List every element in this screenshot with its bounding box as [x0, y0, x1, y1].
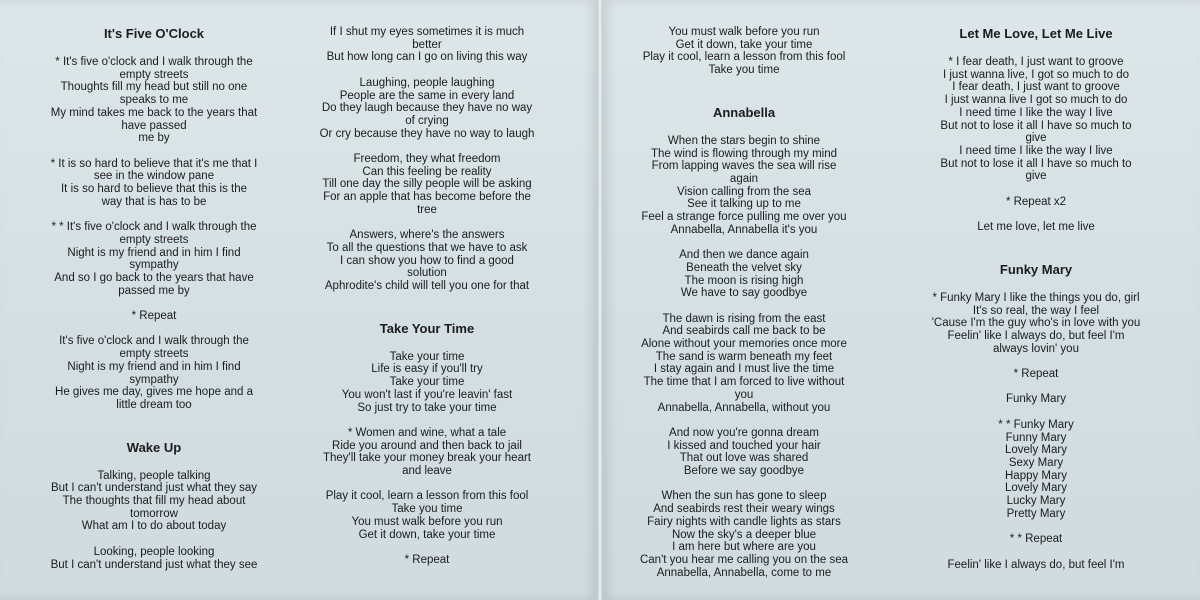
song-block — [620, 77, 868, 580]
lyric-stanza — [30, 158, 278, 209]
lyric-line: * * Repeat — [1009, 533, 1063, 546]
lyric-line: Life is easy if you'll try — [371, 363, 483, 376]
lyric-line: Feelin' like I always do, but feel I'm — [947, 558, 1125, 571]
lyric-line: little dream too — [116, 398, 192, 411]
lyric-stanza — [30, 56, 278, 145]
lyric-line: Fairy nights with candle lights as stars — [647, 515, 841, 528]
song-block — [620, 26, 868, 77]
lyric-line: see in the window pane — [93, 170, 215, 183]
lyric-line: Lovely Mary — [1005, 444, 1067, 457]
lyric-line: Happy Mary — [1005, 469, 1067, 482]
song-title: Let Me Love, Let Me Live — [959, 26, 1113, 41]
lyric-line: tomorrow — [130, 507, 178, 520]
lyric-line: If I shut my eyes sometimes it is much — [329, 26, 525, 38]
lyric-stanza — [620, 490, 868, 579]
lyric-line: Night is my friend and in him I find — [67, 360, 241, 373]
lyric-line: * Repeat x2 — [1005, 195, 1067, 208]
lyric-line: I just wanna live I got so much to do — [944, 94, 1128, 107]
lyric-line: The time that I am forced to live without — [643, 376, 845, 389]
lyric-line: empty streets — [119, 68, 189, 81]
lyric-line: better — [412, 38, 442, 51]
lyric-line: Get it down, take your time — [675, 38, 813, 51]
lyric-line: Pretty Mary — [1006, 507, 1066, 520]
lyric-line: I need time I like the way I live — [959, 106, 1113, 119]
lyric-line: That out love was shared — [679, 452, 809, 465]
lyric-line: 'Cause I'm the guy who's in love with you — [931, 317, 1141, 330]
lyric-line: People are the same in every land — [339, 89, 515, 102]
lyric-stanza — [912, 56, 1160, 183]
lyric-line: My mind takes me back to the years that — [50, 106, 258, 119]
lyric-line: Lucky Mary — [1006, 495, 1066, 508]
lyric-line: Take you time — [391, 503, 463, 516]
lyric-stanza — [620, 249, 868, 300]
lyric-stanza — [912, 368, 1160, 381]
song-block — [303, 26, 551, 293]
lyric-line: The dawn is rising from the east — [662, 312, 826, 325]
lyric-line: The thoughts that fill my head about — [62, 495, 246, 508]
lyric-stanza — [303, 153, 551, 217]
lyric-line: And then we dance again — [679, 249, 809, 262]
lyric-line: We have to say goodbye — [680, 287, 808, 300]
lyric-line: But I can't understand just what they see — [50, 558, 258, 571]
lyric-stanza — [303, 427, 551, 478]
lyric-line: give — [1025, 170, 1047, 183]
lyric-stanza — [620, 135, 868, 237]
lyric-line: Can this feeling be reality — [362, 165, 492, 178]
lyric-line: of crying — [405, 114, 449, 127]
lyric-line: Take your time — [389, 376, 465, 389]
lyric-line: * It's five o'clock and I walk through the — [55, 56, 253, 68]
lyric-line: Alone without your memories once more — [641, 338, 847, 351]
lyric-line: * Repeat — [1013, 368, 1059, 381]
lyric-line: Funny Mary — [1005, 431, 1067, 444]
lyric-line: And now you're gonna dream — [669, 426, 819, 439]
lyric-stanza — [30, 546, 278, 571]
lyric-line: Annabella, Annabella, come to me — [656, 566, 832, 579]
lyric-line: Looking, people looking — [93, 545, 215, 558]
lyric-line: So just try to take your time — [357, 401, 497, 414]
lyric-line: empty streets — [119, 233, 189, 246]
lyric-line: It is so hard to believe that this is the — [60, 183, 248, 196]
song-title: Take Your Time — [379, 320, 475, 336]
lyric-stanza — [912, 419, 1160, 521]
lyric-line: Funky Mary — [1005, 393, 1067, 406]
lyric-line: Play it cool, learn a lesson from this fool — [325, 490, 529, 503]
lyric-line: Annabella, Annabella it's you — [670, 223, 818, 236]
lyric-stanza — [912, 393, 1160, 406]
lyric-line: It's five o'clock and I walk through the — [59, 335, 249, 348]
lyric-line: Or cry because they have no way to laugh — [319, 127, 535, 140]
lyric-line: * Repeat — [131, 310, 177, 323]
lyric-line: Talking, people talking — [97, 469, 211, 482]
lyric-line: I need time I like the way I live — [959, 144, 1113, 157]
lyric-stanza — [303, 26, 551, 64]
lyric-line: Feel a strange force pulling me over you — [641, 211, 847, 224]
lyric-line: You won't last if you're leavin' fast — [341, 388, 513, 401]
lyric-stanza — [912, 559, 1160, 572]
lyric-line: I can show you how to find a good — [340, 254, 514, 267]
lyric-stanza — [303, 554, 551, 567]
lyric-line: give — [1025, 132, 1047, 145]
lyric-line: Annabella, Annabella, without you — [657, 401, 831, 414]
lyric-line: They'll take your money break your heart — [322, 452, 532, 465]
lyric-line: Sexy Mary — [1008, 456, 1064, 469]
lyric-stanza — [620, 313, 868, 415]
lyric-stanza — [912, 292, 1160, 356]
lyric-line: When the stars begin to shine — [667, 134, 821, 147]
lyric-line: sympathy — [129, 259, 179, 272]
lyrics-column-4 — [912, 0, 1160, 600]
lyric-line: Now the sky's a deeper blue — [671, 528, 817, 541]
song-title: Funky Mary — [999, 261, 1073, 277]
lyric-stanza — [620, 427, 868, 478]
lyric-line: You must walk before you run — [668, 26, 820, 38]
lyric-line: I stay again and I must live the time — [653, 363, 835, 376]
lyric-line: Answers, where's the answers — [349, 229, 505, 242]
lyric-line: Take you time — [708, 64, 780, 77]
lyric-line: But how long can I go on living this way — [326, 51, 528, 64]
lyric-line: Lovely Mary — [1005, 482, 1067, 495]
lyric-line: Play it cool, learn a lesson from this fool — [642, 51, 846, 64]
lyric-line: It's so real, the way I feel — [972, 304, 1100, 317]
song-block — [30, 412, 278, 572]
lyric-stanza — [303, 490, 551, 541]
lyric-line: * I fear death, I just want to groove — [948, 56, 1124, 68]
lyric-stanza — [30, 335, 278, 411]
lyric-line: way that is has to be — [101, 195, 207, 208]
lyric-line: speaks to me — [119, 94, 189, 107]
lyrics-column-2 — [303, 0, 551, 600]
lyric-line: I am here but where are you — [672, 541, 816, 554]
lyric-line: Feelin' like I always do, but feel I'm — [947, 329, 1125, 342]
lyric-line: * It is so hard to believe that it's me that I — [50, 157, 258, 170]
lyric-line: Get it down, take your time — [358, 528, 496, 541]
lyric-line: What am I to do about today — [81, 520, 227, 533]
lyric-line: always lovin' you — [993, 342, 1079, 355]
lyric-line: * Repeat — [404, 553, 450, 566]
lyric-line: Do they laugh because they have no way — [321, 102, 533, 115]
lyric-line: Beneath the velvet sky — [686, 261, 802, 274]
lyric-line: Till one day the silly people will be asking — [322, 178, 532, 191]
lyric-line: you — [734, 388, 754, 401]
lyric-line: Ride you around and then back to jail — [332, 439, 522, 452]
song-title: It's Five O'Clock — [103, 26, 205, 41]
lyric-line: solution — [407, 267, 447, 280]
lyric-line: again — [729, 172, 759, 185]
lyric-line: And seabirds rest their weary wings — [653, 503, 835, 516]
lyric-line: empty streets — [119, 348, 189, 361]
lyric-stanza — [620, 26, 868, 77]
lyric-stanza — [912, 196, 1160, 209]
lyric-line: Aphrodite's child will tell you one for that — [324, 280, 530, 293]
lyric-line: and leave — [402, 465, 452, 478]
lyric-line: Vision calling from the sea — [676, 185, 812, 198]
lyric-line: See it talking up to me — [687, 198, 801, 211]
lyric-line: Freedom, they what freedom — [353, 153, 501, 165]
lyric-line: Before we say goodbye — [683, 465, 805, 478]
song-block — [912, 234, 1160, 571]
lyric-stanza — [303, 77, 551, 141]
lyric-line: Take your time — [389, 350, 465, 363]
lyric-line: I just wanna live, I got so much to do — [942, 68, 1130, 81]
song-block — [912, 26, 1160, 234]
lyric-stanza — [30, 310, 278, 323]
lyric-line: And so I go back to the years that have — [54, 271, 254, 284]
lyric-line: The wind is flowing through my mind — [651, 147, 837, 160]
lyric-line: But not to lose it all I have so much to — [940, 119, 1132, 132]
lyric-line: From lapping waves the sea will rise — [651, 160, 837, 173]
lyric-line: have passed — [121, 119, 187, 132]
lyric-line: Thoughts fill my head but still no one — [60, 81, 248, 94]
lyric-line: Can't you hear me calling you on the sea — [639, 553, 849, 566]
lyrics-column-1 — [30, 0, 278, 600]
lyric-line: I fear death, I just want to groove — [952, 81, 1120, 94]
lyric-line: Laughing, people laughing — [359, 76, 495, 89]
lyric-line: * * It's five o'clock and I walk through the — [51, 221, 257, 234]
lyric-line: Let me love, let me live — [977, 221, 1095, 234]
lyric-stanza — [912, 221, 1160, 234]
lyric-line: You must walk before you run — [351, 515, 503, 528]
lyric-line: The moon is rising high — [684, 274, 804, 287]
lyric-line: passed me by — [118, 284, 190, 297]
lyric-stanza — [303, 229, 551, 293]
lyric-stanza — [30, 470, 278, 534]
lyric-line: tree — [417, 203, 437, 216]
lyric-line: I kissed and touched your hair — [667, 439, 821, 452]
song-block — [30, 26, 278, 412]
lyric-stanza — [30, 221, 278, 297]
lyric-line: For an apple that has become before the — [323, 191, 531, 204]
lyric-stanza — [303, 351, 551, 415]
song-block — [303, 293, 551, 567]
lyric-line: sympathy — [129, 373, 179, 386]
lyric-line: * * Funky Mary — [998, 418, 1074, 431]
lyric-line: When the sun has gone to sleep — [661, 490, 827, 503]
lyric-line: * Funky Mary I like the things you do, girl — [932, 291, 1140, 304]
lyric-line: And seabirds call me back to be — [662, 325, 826, 338]
lyric-line: The sand is warm beneath my feet — [655, 350, 833, 363]
lyric-line: To all the questions that we have to ask — [326, 241, 528, 254]
lyric-line: * Women and wine, what a tale — [347, 426, 507, 439]
lyric-line: But not to lose it all I have so much to — [940, 157, 1132, 170]
song-title: Wake Up — [126, 439, 182, 455]
lyric-line: me by — [138, 132, 170, 145]
lyric-line: He gives me day, gives me hope and a — [55, 386, 253, 399]
song-title: Annabella — [712, 104, 776, 120]
lyric-stanza — [912, 533, 1160, 546]
lyric-line: Night is my friend and in him I find — [67, 246, 241, 259]
lyrics-column-3 — [620, 0, 868, 600]
lyric-line: But I can't understand just what they say — [50, 482, 258, 495]
